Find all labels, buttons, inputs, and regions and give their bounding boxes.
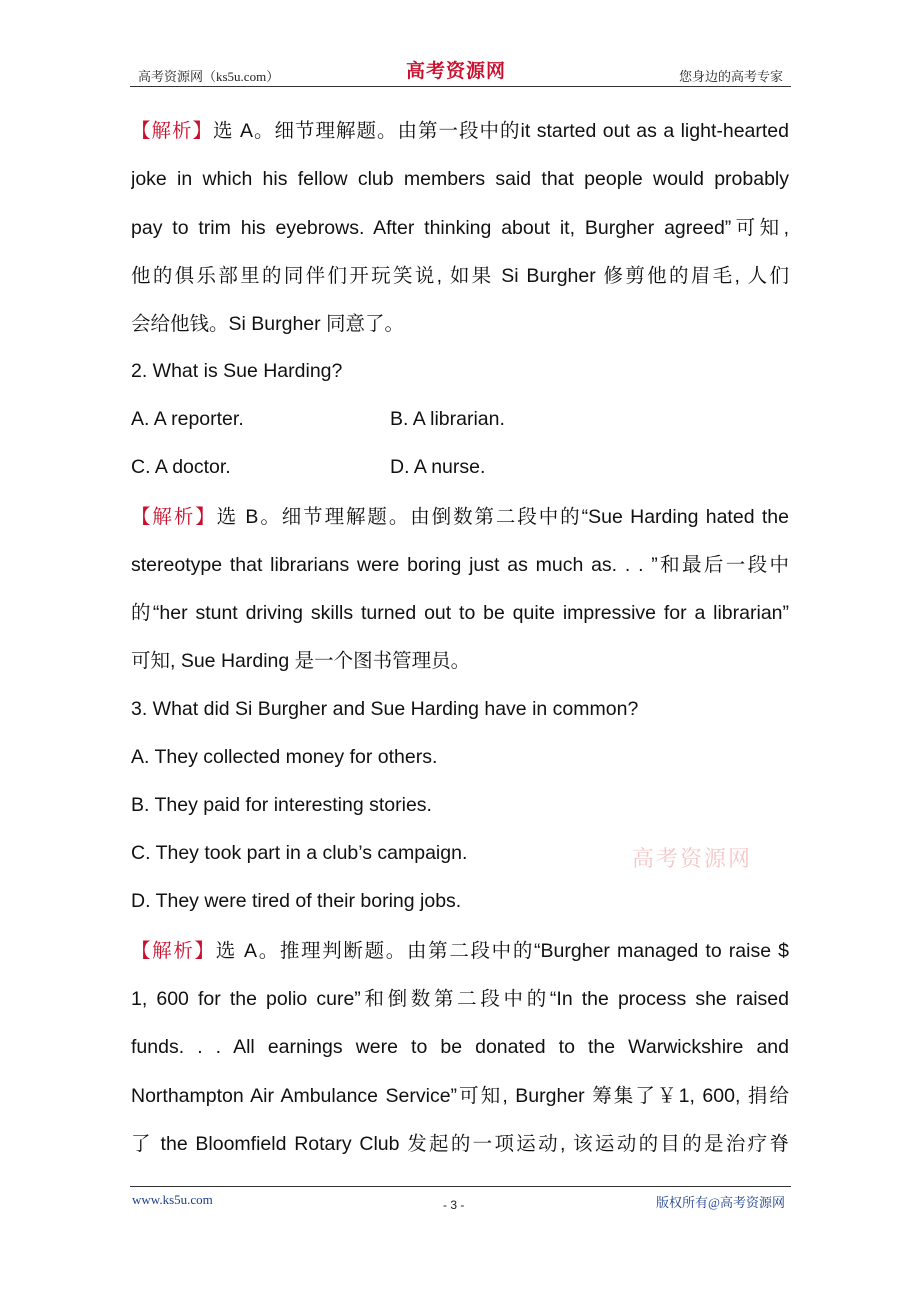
explanation-2-line-4: 可知, Sue Harding 是一个图书管理员。 (131, 650, 471, 672)
explanation-3-line-5: 了 the Bloomfield Rotary Club 发起的一项运动, 该运动的目的是治疗脊 (131, 1133, 789, 1155)
question-3: 3. What did Si Burgher and Sue Harding have in common? (131, 698, 639, 720)
explanation-1-line-1: 【解析】选 A。细节理解题。由第一段中的it started out as a light-hearted (131, 120, 789, 142)
q3-option-a: A. They collected money for others. (131, 746, 438, 768)
header-slogan: 您身边的高考专家 (678, 69, 783, 84)
analysis-tag: 【解析】 (131, 506, 217, 528)
q2-option-c: C. A doctor. (131, 456, 231, 478)
explanation-1-line-3: pay to trim his eyebrows. After thinking about it, Burgher agreed”可知, (131, 217, 789, 239)
explanation-3-line-1: 【解析】选 A。推理判断题。由第二段中的“Burgher managed to raise $ (131, 940, 789, 962)
page-header (130, 56, 791, 87)
header-logo: 高考资源网 (406, 60, 507, 82)
footer-url[interactable]: www.ks5u.com (132, 1192, 213, 1207)
header-site-name: 高考资源网（ks5u.com） (138, 69, 280, 84)
explanation-2-line-1: 【解析】选 B。细节理解题。由倒数第二段中的“Sue Harding hated the (131, 506, 789, 528)
q2-option-b: B. A librarian. (390, 408, 505, 430)
q2-option-d: D. A nurse. (390, 456, 486, 478)
question-2-options-row-2 (131, 454, 789, 480)
explanation-1-line-5: 会给他钱。Si Burgher 同意了。 (131, 313, 405, 335)
page-footer (130, 1186, 791, 1217)
explanation-3-line-4: Northampton Air Ambulance Service”可知, Burgher 筹集了￥1, 600, 捐给 (131, 1085, 789, 1107)
q3-option-b: B. They paid for interesting stories. (131, 794, 432, 816)
explanation-3-line-3: funds. . . All earnings were to be donated to the Warwickshire and (131, 1036, 789, 1058)
analysis-tag: 【解析】 (131, 120, 214, 142)
explanation-3-line-2: 1, 600 for the polio cure”和倒数第二段中的“In the process she raised (131, 988, 789, 1010)
explanation-2-line-2: stereotype that librarians were boring just as much as. . . ”和最后一段中 (131, 554, 789, 576)
explanation-1-line-4: 他的俱乐部里的同伴们开玩笑说, 如果 Si Burgher 修剪他的眉毛, 人们 (131, 265, 789, 287)
question-2: 2. What is Sue Harding? (131, 360, 343, 382)
explanation-1-line-2: joke in which his fellow club members said that people would probably (131, 168, 789, 190)
q2-option-a: A. A reporter. (131, 408, 244, 430)
question-2-options-row-1 (131, 406, 789, 432)
watermark: 高考资源网 (632, 847, 753, 872)
q3-option-c: C. They took part in a club’s campaign. (131, 842, 468, 864)
footer-copyright: 版权所有@高考资源网 (656, 1195, 785, 1210)
explanation-2-line-3: 的“her stunt driving skills turned out to be quite impressive for a librarian” (131, 602, 789, 624)
page-number: - 3 - (443, 1198, 465, 1212)
q3-option-d: D. They were tired of their boring jobs. (131, 890, 462, 912)
analysis-tag: 【解析】 (131, 940, 216, 962)
